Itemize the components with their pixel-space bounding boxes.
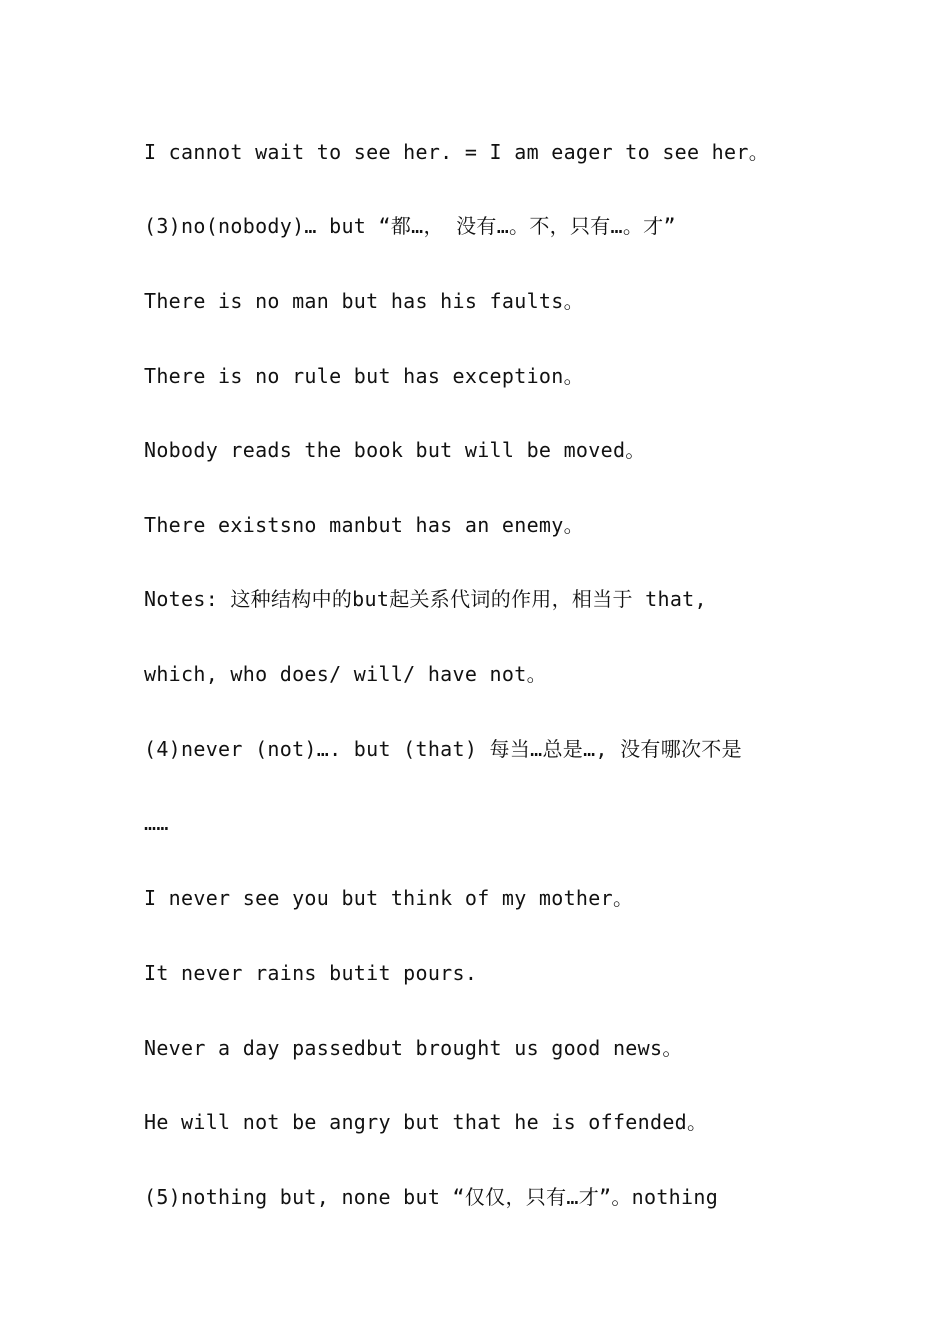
- example-sentence: There existsno manbut has an enemy。: [144, 513, 584, 537]
- text-line: I cannot wait to see her. = I am eager to see her。: [144, 140, 770, 164]
- notes-line: Notes: 这种结构中的but起关系代词的作用，相当于 that,: [144, 587, 707, 611]
- example-sentence: Nobody reads the book but will be moved。: [144, 438, 646, 462]
- example-sentence: It never rains butit pours.: [144, 961, 478, 985]
- section-heading-4: (4)never (not)…. but (that) 每当…总是…, 没有哪次不是: [144, 737, 742, 761]
- text-line: ……: [144, 811, 169, 835]
- example-sentence: I never see you but think of my mother。: [144, 886, 634, 910]
- example-sentence: He will not be angry but that he is offended。: [144, 1110, 708, 1134]
- section-heading-5: (5)nothing but, none but “仅仅，只有…才”。nothing: [144, 1185, 719, 1209]
- example-sentence: There is no rule but has exception。: [144, 364, 584, 388]
- example-sentence: There is no man but has his faults。: [144, 289, 584, 313]
- example-sentence: Never a day passedbut brought us good news。: [144, 1036, 683, 1060]
- section-heading-3: (3)no(nobody)… but “都…， 没有…。不，只有…。才”: [144, 214, 676, 238]
- notes-line: which, who does/ will/ have not。: [144, 662, 547, 686]
